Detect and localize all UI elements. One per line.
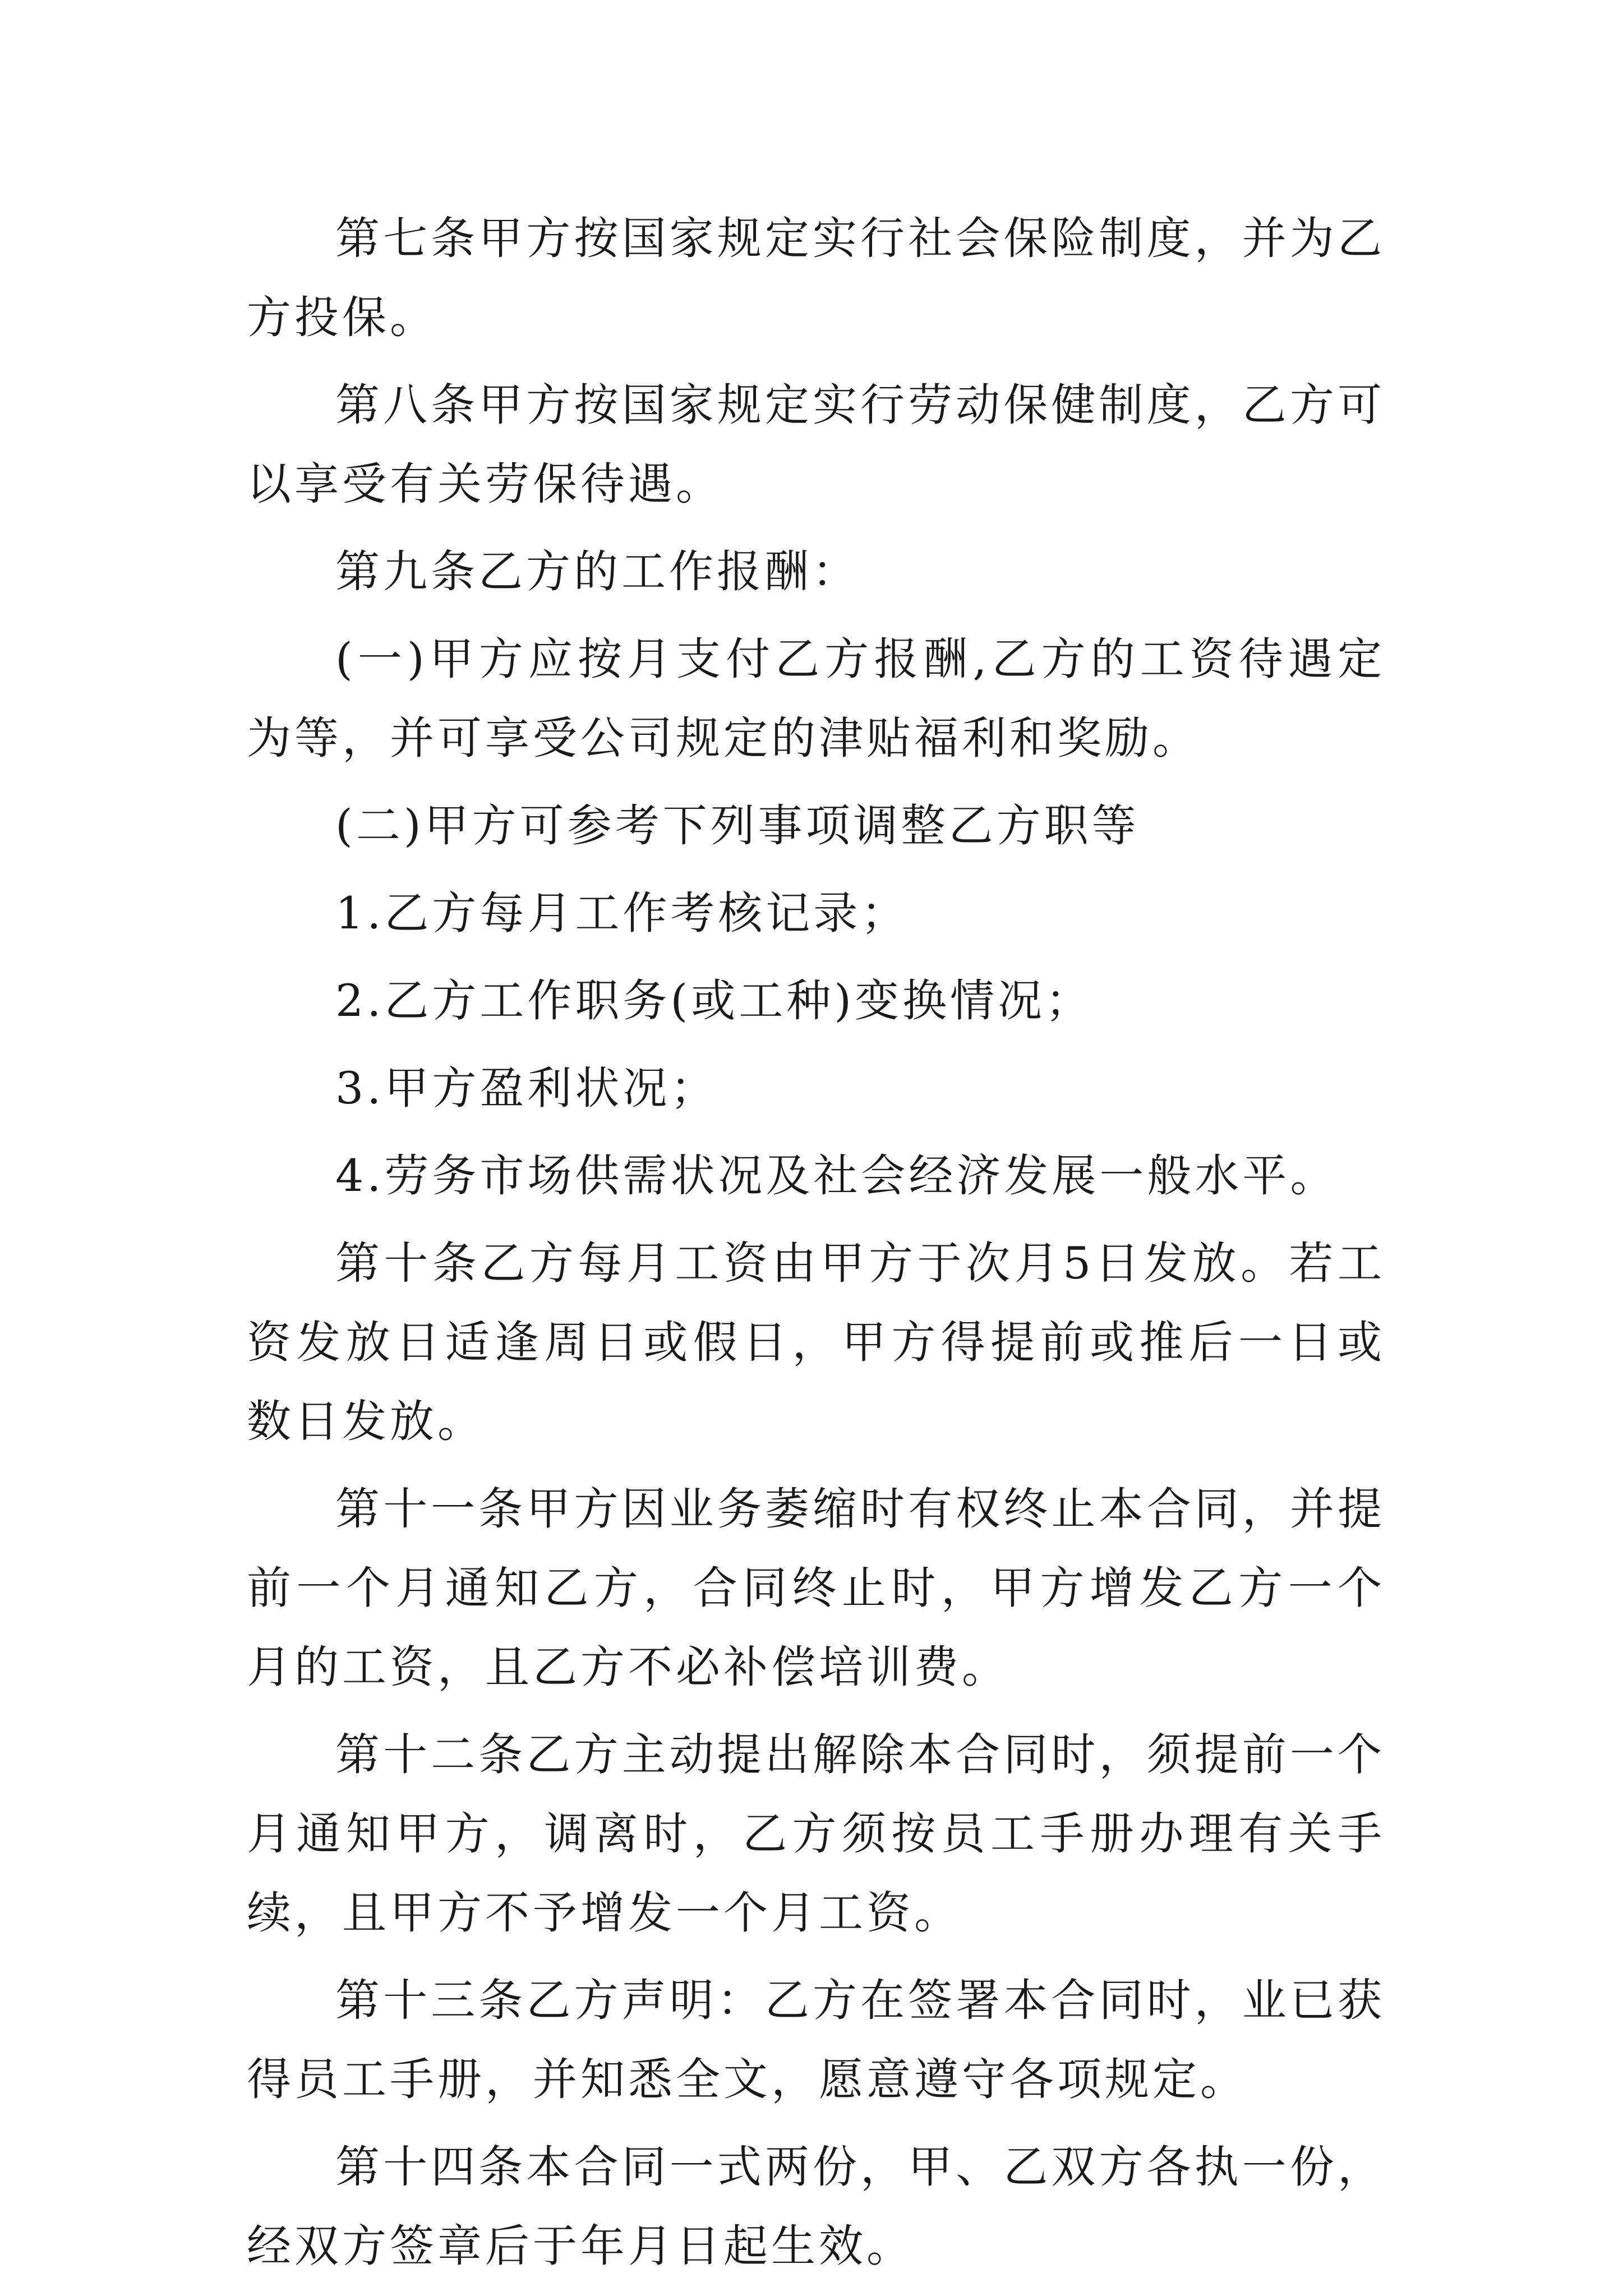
list-item-1: 1.乙方每月工作考核记录；	[335, 887, 909, 939]
clause-14: 第十四条本合同一式两份，甲、乙双方各执一份，经双方签章后于年月日起生效。	[247, 2141, 1385, 2272]
list-item-2: 2.乙方工作职务(或工种)变换情况；	[335, 975, 1094, 1027]
clause-8: 第八条甲方按国家规定实行劳动保健制度，乙方可以享受有关劳保待遇。	[247, 379, 1385, 510]
clause-7: 第七条甲方按国家规定实行社会保险制度，并为乙方投保。	[247, 213, 1385, 343]
clause-9-heading: 第九条乙方的工作报酬：	[335, 546, 860, 597]
clause-13: 第十三条乙方声明：乙方在签署本合同时，业已获得员工手册，并知悉全文，愿意遵守各项规定。	[247, 1975, 1385, 2105]
clause-10: 第十条乙方每月工资由甲方于次月5日发放。若工资发放日适逢周日或假日，甲方得提前或推后一日或数日发放。	[247, 1237, 1385, 1447]
clause-12: 第十二条乙方主动提出解除本合同时，须提前一个月通知甲方，调离时，乙方须按员工手册办理有关手续，且甲方不予增发一个月工资。	[247, 1729, 1385, 1939]
list-item-3: 3.甲方盈利状况；	[335, 1062, 718, 1114]
contract-body	[247, 199, 1385, 2294]
list-item-4: 4.劳务市场供需状况及社会经济发展一般水平。	[335, 1150, 1338, 1202]
clause-9-item-2: (二)甲方可参考下列事项调整乙方职等	[335, 800, 1140, 852]
clause-11: 第十一条甲方因业务萎缩时有权终止本合同，并提前一个月通知乙方，合同终止时，甲方增发乙方一个月的工资，且乙方不必补偿培训费。	[247, 1483, 1385, 1693]
clause-9-item-1: (一)甲方应按月支付乙方报酬,乙方的工资待遇定为等，并可享受公司规定的津贴福利和奖励。	[247, 633, 1385, 764]
